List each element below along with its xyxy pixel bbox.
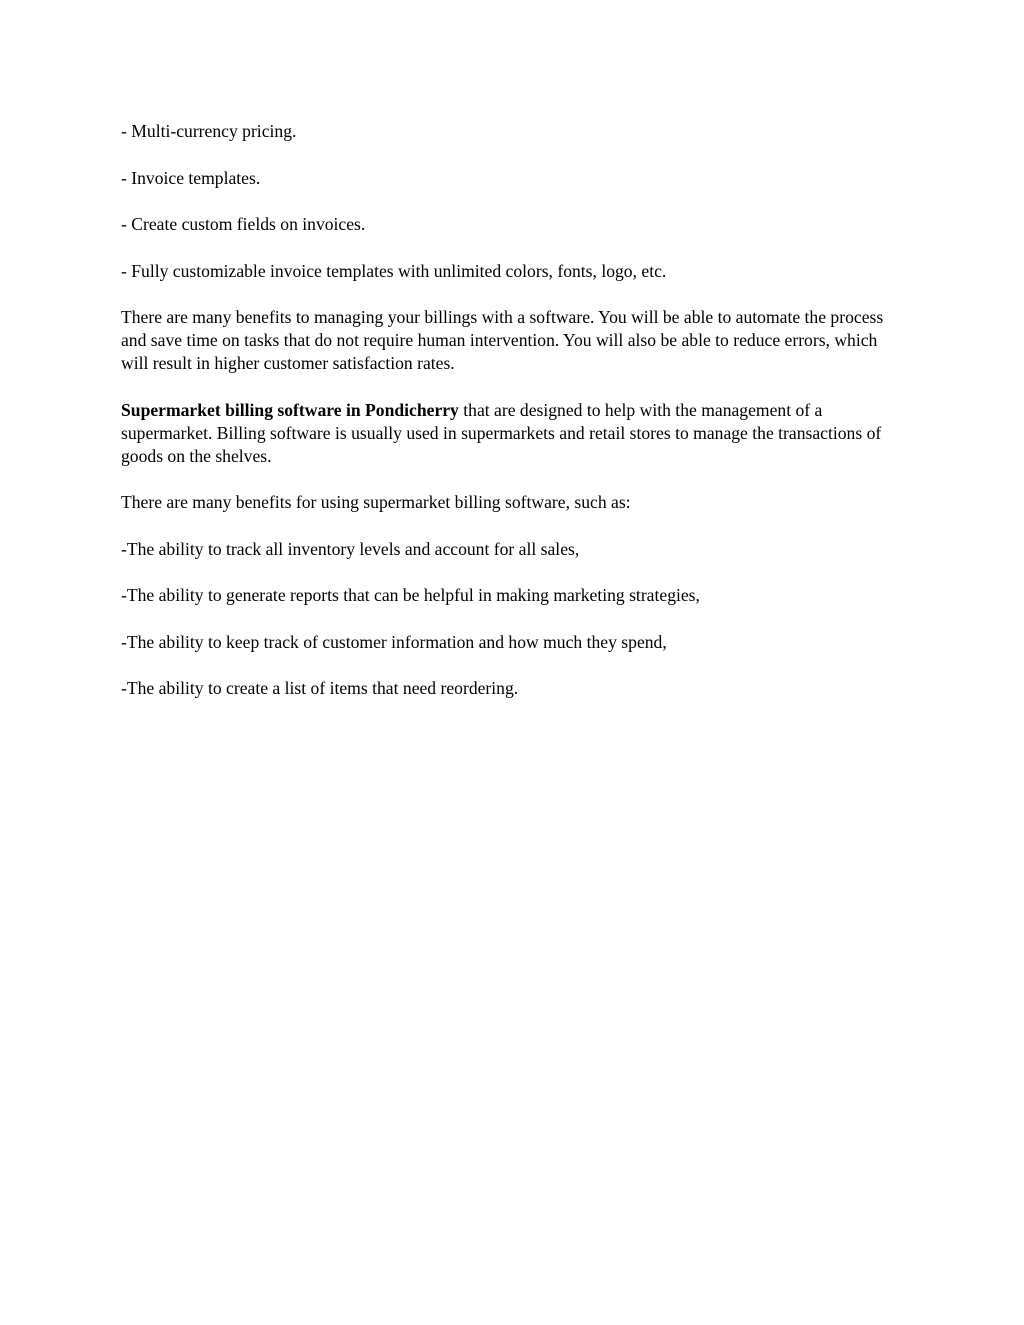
supermarket-paragraph-rest: that are designed to help with the management of a supermarket. Billing software is usually used in supermarkets and retail stores to manage the transactions of goods on the shelves. — [121, 399, 882, 466]
document-body — [121, 120, 906, 724]
ability-item-track-inventory: -The ability to track all inventory levels and account for all sales, — [121, 538, 580, 559]
ability-item-reordering-list: -The ability to create a list of items that need reordering. — [121, 678, 519, 698]
feature-item-customizable-templates: - Fully customizable invoice templates with unlimited colors, fonts, logo, etc. — [121, 260, 667, 281]
supermarket-paragraph — [121, 399, 906, 468]
supermarket-paragraph-bold-lead: Supermarket billing software in Pondicherry — [121, 399, 459, 420]
benefits-paragraph: There are many benefits to managing your billings with a software. You will be able to automate the process and save time on tasks that do not require human intervention. You will also be able to reduce errors, which will result in higher customer satisfaction rates. — [121, 307, 884, 373]
feature-item-custom-fields: - Create custom fields on invoices. — [121, 214, 366, 234]
feature-item-multi-currency: - Multi-currency pricing. — [121, 121, 297, 141]
benefits-intro-line: There are many benefits for using supermarket billing software, such as: — [121, 492, 631, 512]
feature-item-invoice-templates: - Invoice templates. — [121, 167, 261, 188]
ability-item-customer-info: -The ability to keep track of customer information and how much they spend, — [121, 631, 667, 652]
ability-item-generate-reports: -The ability to generate reports that can be helpful in making marketing strategies, — [121, 585, 700, 605]
